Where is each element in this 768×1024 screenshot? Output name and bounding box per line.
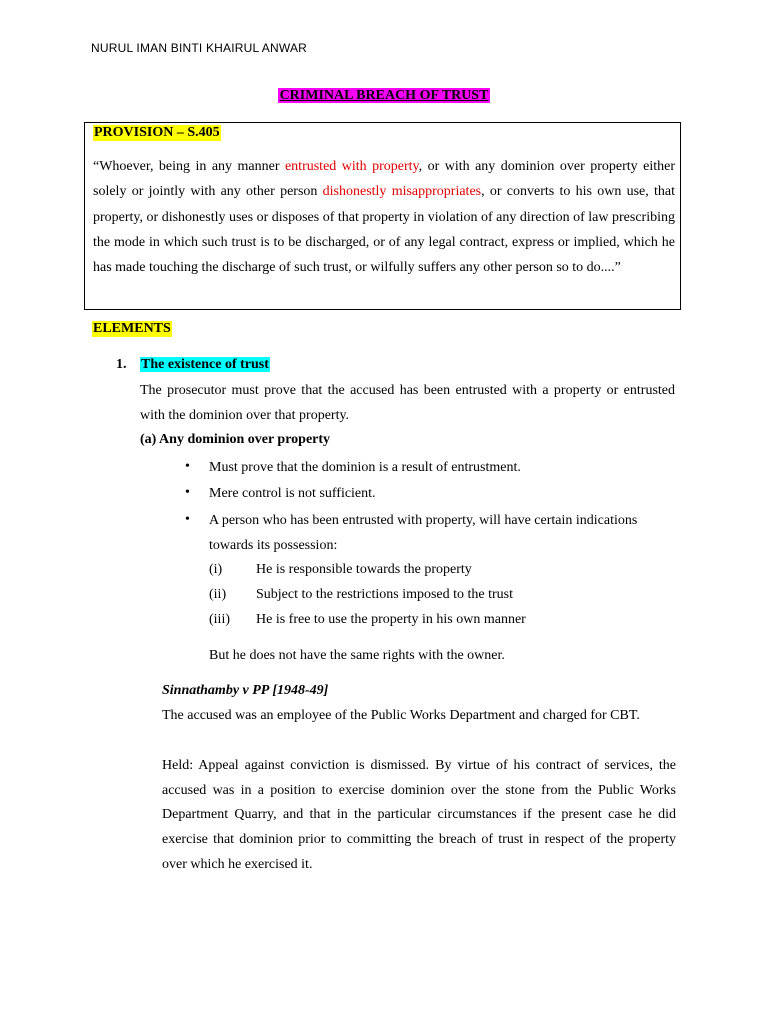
page-header-author: NURUL IMAN BINTI KHAIRUL ANWAR bbox=[91, 41, 308, 55]
indication-number-1: (i) bbox=[209, 562, 223, 577]
owner-rights-note: But he does not have the same rights with the owner. bbox=[209, 648, 505, 663]
elements-heading: ELEMENTS bbox=[93, 321, 171, 336]
indication-text-3: He is free to use the property in his own manner bbox=[256, 612, 526, 627]
document-title: CRIMINAL BREACH OF TRUST bbox=[279, 88, 489, 103]
provision-highlight-entrusted: entrusted with property bbox=[284, 159, 419, 174]
case-name: Sinnathamby v PP [1948-49] bbox=[162, 683, 329, 698]
provision-text-part-1: “Whoever, being in any manner bbox=[93, 159, 285, 174]
case-held: Held: Appeal against conviction is dismissed. By virtue of his contract of services, the accused was in a position to exercise dominion over the stone from the Public Works Department Quarry, and that in the particular circumstances if the present case he did exercise that dominion prior to committing the breach of trust in respect of the property over which he exercised it. bbox=[162, 758, 676, 872]
indication-number-2: (ii) bbox=[209, 587, 227, 602]
bullet-item-2: Mere control is not sufficient. bbox=[209, 486, 376, 501]
section-1-number: 1. bbox=[116, 357, 127, 372]
provision-box bbox=[84, 122, 681, 310]
section-1-title: The existence of trust bbox=[141, 357, 269, 372]
provision-text-part-3: , or converts to his own use, that property, or dishonestly uses or disposes of that property in violation of any direction of law prescribing the mode in which such trust is to be discharged, or of any legal contract, express or implied, which he has made touching the discharge of such trust, or wilfully suffers any other person so to do....” bbox=[93, 184, 676, 276]
subsection-a-heading: (a) Any dominion over property bbox=[140, 432, 331, 447]
section-1-intro: The prosecutor must prove that the accused has been entrusted with a property or entrusted with the dominion over that property. bbox=[140, 383, 675, 423]
title-container bbox=[0, 86, 768, 104]
provision-text-part-2: , or with any dominion over property either solely or jointly with any other person bbox=[93, 159, 675, 200]
section-1-heading bbox=[116, 357, 270, 373]
bullet-glyph-1: • bbox=[185, 459, 190, 474]
provision-text bbox=[93, 154, 675, 280]
bullet-item-3: A person who has been entrusted with property, will have certain indications towards its possession: bbox=[209, 513, 638, 553]
bullet-glyph-3: • bbox=[185, 512, 190, 527]
bullet-item-1: Must prove that the dominion is a result of entrustment. bbox=[209, 460, 521, 475]
case-facts: The accused was an employee of the Public Works Department and charged for CBT. bbox=[162, 708, 640, 723]
provision-highlight-misappropriates: dishonestly misappropriates bbox=[322, 184, 482, 200]
provision-heading: PROVISION – S.405 bbox=[94, 125, 220, 140]
indication-number-3: (iii) bbox=[209, 612, 230, 627]
indication-text-2: Subject to the restrictions imposed to the trust bbox=[256, 587, 514, 602]
bullet-glyph-2: • bbox=[185, 485, 190, 500]
indication-text-1: He is responsible towards the property bbox=[256, 562, 472, 577]
